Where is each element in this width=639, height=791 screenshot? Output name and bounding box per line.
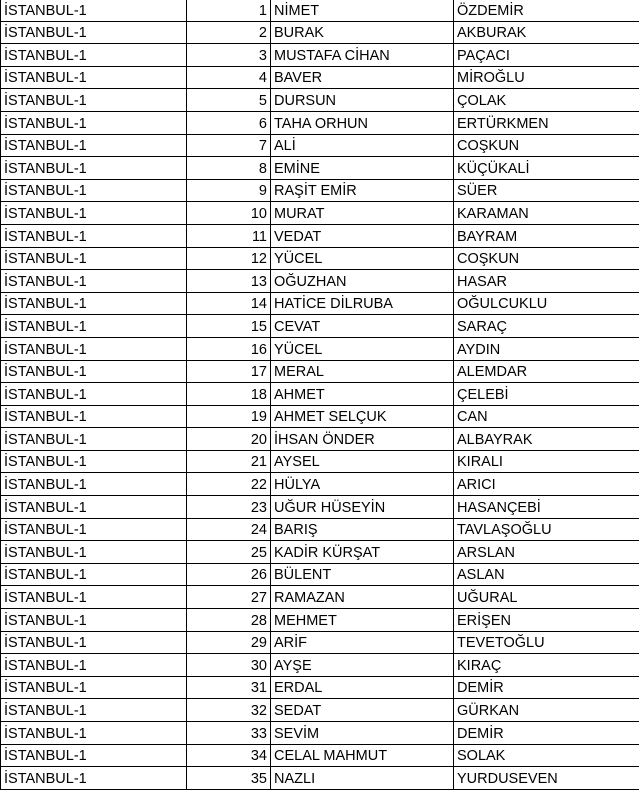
city-cell: İSTANBUL-1 [1, 21, 187, 44]
table-row [1, 134, 639, 157]
first-name-cell: OĞUZHAN [271, 270, 454, 293]
table-body [1, 0, 639, 789]
city-cell: İSTANBUL-1 [1, 654, 187, 677]
city-cell: İSTANBUL-1 [1, 134, 187, 157]
table-row [1, 360, 639, 383]
last-name-cell: TAVLAŞOĞLU [454, 518, 639, 541]
number-cell: 35 [187, 767, 271, 790]
first-name-cell: AYSEL [271, 450, 454, 473]
table-row [1, 541, 639, 564]
first-name-cell: İHSAN ÖNDER [271, 428, 454, 451]
last-name-cell: COŞKUN [454, 134, 639, 157]
first-name-cell: VEDAT [271, 224, 454, 247]
last-name-cell: AYDIN [454, 337, 639, 360]
table-row [1, 202, 639, 225]
first-name-cell: KADİR KÜRŞAT [271, 541, 454, 564]
number-cell: 1 [187, 0, 271, 21]
last-name-cell: KÜÇÜKALİ [454, 157, 639, 180]
last-name-cell: COŞKUN [454, 247, 639, 270]
number-cell: 4 [187, 66, 271, 89]
first-name-cell: AHMET [271, 383, 454, 406]
city-cell: İSTANBUL-1 [1, 292, 187, 315]
last-name-cell: ÇELEBİ [454, 383, 639, 406]
number-cell: 11 [187, 224, 271, 247]
number-cell: 10 [187, 202, 271, 225]
first-name-cell: YÜCEL [271, 337, 454, 360]
first-name-cell: ALİ [271, 134, 454, 157]
table-row [1, 654, 639, 677]
city-cell: İSTANBUL-1 [1, 0, 187, 21]
number-cell: 12 [187, 247, 271, 270]
table-row [1, 722, 639, 745]
first-name-cell: BARIŞ [271, 518, 454, 541]
first-name-cell: NAZLI [271, 767, 454, 790]
table-row [1, 44, 639, 67]
table-row [1, 428, 639, 451]
number-cell: 33 [187, 722, 271, 745]
last-name-cell: ARSLAN [454, 541, 639, 564]
number-cell: 26 [187, 563, 271, 586]
number-cell: 27 [187, 586, 271, 609]
city-cell: İSTANBUL-1 [1, 89, 187, 112]
number-cell: 6 [187, 111, 271, 134]
table-row [1, 383, 639, 406]
number-cell: 15 [187, 315, 271, 338]
city-cell: İSTANBUL-1 [1, 631, 187, 654]
table-row [1, 337, 639, 360]
table-row [1, 518, 639, 541]
last-name-cell: HASANÇEBİ [454, 496, 639, 519]
last-name-cell: OĞULCUKLU [454, 292, 639, 315]
last-name-cell: HASAR [454, 270, 639, 293]
last-name-cell: AKBURAK [454, 21, 639, 44]
first-name-cell: MURAT [271, 202, 454, 225]
number-cell: 34 [187, 744, 271, 767]
city-cell: İSTANBUL-1 [1, 473, 187, 496]
last-name-cell: KIRALI [454, 450, 639, 473]
first-name-cell: UĞUR HÜSEYİN [271, 496, 454, 519]
table-row [1, 744, 639, 767]
last-name-cell: MİROĞLU [454, 66, 639, 89]
city-cell: İSTANBUL-1 [1, 202, 187, 225]
number-cell: 24 [187, 518, 271, 541]
last-name-cell: TEVETOĞLU [454, 631, 639, 654]
last-name-cell: DEMİR [454, 722, 639, 745]
number-cell: 25 [187, 541, 271, 564]
number-cell: 22 [187, 473, 271, 496]
city-cell: İSTANBUL-1 [1, 157, 187, 180]
number-cell: 9 [187, 179, 271, 202]
number-cell: 18 [187, 383, 271, 406]
table-row [1, 609, 639, 632]
last-name-cell: ASLAN [454, 563, 639, 586]
table-row [1, 270, 639, 293]
last-name-cell: GÜRKAN [454, 699, 639, 722]
first-name-cell: AHMET SELÇUK [271, 405, 454, 428]
first-name-cell: YÜCEL [271, 247, 454, 270]
last-name-cell: SOLAK [454, 744, 639, 767]
table-row [1, 111, 639, 134]
first-name-cell: ARİF [271, 631, 454, 654]
number-cell: 3 [187, 44, 271, 67]
first-name-cell: CELAL MAHMUT [271, 744, 454, 767]
first-name-cell: HATİCE DİLRUBA [271, 292, 454, 315]
table-row [1, 631, 639, 654]
first-name-cell: ERDAL [271, 676, 454, 699]
city-cell: İSTANBUL-1 [1, 247, 187, 270]
last-name-cell: ALBAYRAK [454, 428, 639, 451]
table-row [1, 89, 639, 112]
first-name-cell: BURAK [271, 21, 454, 44]
table-row [1, 563, 639, 586]
city-cell: İSTANBUL-1 [1, 66, 187, 89]
table-row [1, 496, 639, 519]
city-cell: İSTANBUL-1 [1, 405, 187, 428]
number-cell: 31 [187, 676, 271, 699]
city-cell: İSTANBUL-1 [1, 744, 187, 767]
table-row [1, 473, 639, 496]
city-cell: İSTANBUL-1 [1, 518, 187, 541]
last-name-cell: SARAÇ [454, 315, 639, 338]
city-cell: İSTANBUL-1 [1, 315, 187, 338]
number-cell: 29 [187, 631, 271, 654]
city-cell: İSTANBUL-1 [1, 586, 187, 609]
table-row [1, 292, 639, 315]
city-cell: İSTANBUL-1 [1, 224, 187, 247]
city-cell: İSTANBUL-1 [1, 767, 187, 790]
table-row [1, 676, 639, 699]
last-name-cell: ÇOLAK [454, 89, 639, 112]
table-row [1, 586, 639, 609]
first-name-cell: CEVAT [271, 315, 454, 338]
table-row [1, 450, 639, 473]
number-cell: 2 [187, 21, 271, 44]
first-name-cell: TAHA ORHUN [271, 111, 454, 134]
city-cell: İSTANBUL-1 [1, 360, 187, 383]
number-cell: 7 [187, 134, 271, 157]
city-cell: İSTANBUL-1 [1, 609, 187, 632]
first-name-cell: NİMET [271, 0, 454, 21]
last-name-cell: ERİŞEN [454, 609, 639, 632]
city-cell: İSTANBUL-1 [1, 179, 187, 202]
city-cell: İSTANBUL-1 [1, 270, 187, 293]
first-name-cell: MERAL [271, 360, 454, 383]
last-name-cell: DEMİR [454, 676, 639, 699]
last-name-cell: BAYRAM [454, 224, 639, 247]
city-cell: İSTANBUL-1 [1, 383, 187, 406]
last-name-cell: UĞURAL [454, 586, 639, 609]
last-name-cell: ÖZDEMİR [454, 0, 639, 21]
first-name-cell: RAMAZAN [271, 586, 454, 609]
table-row [1, 699, 639, 722]
city-cell: İSTANBUL-1 [1, 699, 187, 722]
number-cell: 8 [187, 157, 271, 180]
table-row [1, 21, 639, 44]
last-name-cell: KIRAÇ [454, 654, 639, 677]
city-cell: İSTANBUL-1 [1, 428, 187, 451]
last-name-cell: ALEMDAR [454, 360, 639, 383]
first-name-cell: BÜLENT [271, 563, 454, 586]
first-name-cell: EMİNE [271, 157, 454, 180]
number-cell: 17 [187, 360, 271, 383]
number-cell: 14 [187, 292, 271, 315]
table-row [1, 405, 639, 428]
last-name-cell: CAN [454, 405, 639, 428]
city-cell: İSTANBUL-1 [1, 337, 187, 360]
city-cell: İSTANBUL-1 [1, 563, 187, 586]
table-row [1, 179, 639, 202]
city-cell: İSTANBUL-1 [1, 541, 187, 564]
last-name-cell: SÜER [454, 179, 639, 202]
table-row [1, 224, 639, 247]
first-name-cell: HÜLYA [271, 473, 454, 496]
first-name-cell: SEDAT [271, 699, 454, 722]
table-row [1, 315, 639, 338]
number-cell: 32 [187, 699, 271, 722]
last-name-cell: ARICI [454, 473, 639, 496]
city-cell: İSTANBUL-1 [1, 450, 187, 473]
table-row [1, 767, 639, 790]
table-row [1, 0, 639, 21]
number-cell: 16 [187, 337, 271, 360]
first-name-cell: RAŞİT EMİR [271, 179, 454, 202]
city-cell: İSTANBUL-1 [1, 496, 187, 519]
number-cell: 28 [187, 609, 271, 632]
last-name-cell: YURDUSEVEN [454, 767, 639, 790]
last-name-cell: ERTÜRKMEN [454, 111, 639, 134]
table-row [1, 66, 639, 89]
number-cell: 30 [187, 654, 271, 677]
number-cell: 5 [187, 89, 271, 112]
number-cell: 21 [187, 450, 271, 473]
city-cell: İSTANBUL-1 [1, 44, 187, 67]
first-name-cell: SEVİM [271, 722, 454, 745]
first-name-cell: AYŞE [271, 654, 454, 677]
last-name-cell: PAÇACI [454, 44, 639, 67]
city-cell: İSTANBUL-1 [1, 722, 187, 745]
number-cell: 20 [187, 428, 271, 451]
table-row [1, 157, 639, 180]
number-cell: 23 [187, 496, 271, 519]
last-name-cell: KARAMAN [454, 202, 639, 225]
first-name-cell: MUSTAFA CİHAN [271, 44, 454, 67]
first-name-cell: BAVER [271, 66, 454, 89]
city-cell: İSTANBUL-1 [1, 111, 187, 134]
first-name-cell: MEHMET [271, 609, 454, 632]
number-cell: 13 [187, 270, 271, 293]
city-cell: İSTANBUL-1 [1, 676, 187, 699]
number-cell: 19 [187, 405, 271, 428]
table-row [1, 247, 639, 270]
first-name-cell: DURSUN [271, 89, 454, 112]
